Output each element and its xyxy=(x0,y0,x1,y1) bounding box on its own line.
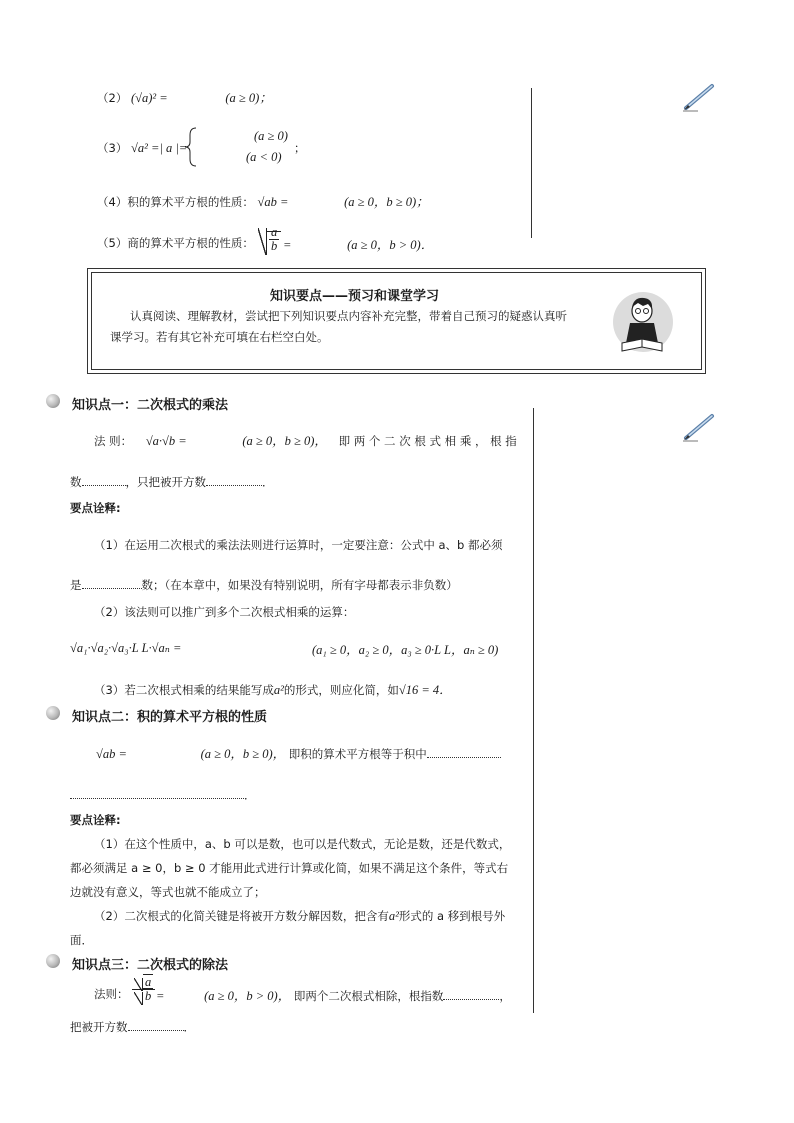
s1-note-3 xyxy=(94,680,452,698)
left-brace xyxy=(184,127,198,167)
s1-note1-b: 是 xyxy=(70,578,82,592)
s1-line2-b: ，只把被开方数 xyxy=(125,475,206,489)
s2-end: ． xyxy=(244,788,256,802)
s3-law-rest xyxy=(156,986,511,1004)
column-divider-bottom xyxy=(533,408,534,1013)
item-2-label: （2） xyxy=(97,91,128,105)
s1-formula-cond: (a₁ ≥ 0，a₂ ≥ 0，a₃ ≥ 0·L L，aₙ ≥ 0) xyxy=(312,643,499,657)
s2-p2c: 形式的 a 移到根号外 xyxy=(398,909,506,923)
blank-field[interactable] xyxy=(206,473,262,486)
s1-note3-a: （3）若二次根式相乘的结果能写成 xyxy=(94,683,274,697)
item-3-case2: (a < 0) xyxy=(246,150,282,164)
blank-field[interactable] xyxy=(427,745,501,758)
s1-note-title: 要点诠释: xyxy=(70,501,121,515)
item-5-rest xyxy=(283,235,433,253)
s1-line-2 xyxy=(70,473,274,490)
section-3-bullet-icon xyxy=(46,954,60,968)
column-divider-top xyxy=(531,88,532,238)
s1-line2-a: 数 xyxy=(70,475,82,489)
s3-cond: (a ≥ 0，b > 0)， xyxy=(204,989,291,1003)
section-3-title: 知识点三：二次根式的除法 xyxy=(72,958,229,973)
s3-law-label: 法则： xyxy=(94,987,129,1001)
s3-comma: ， xyxy=(499,989,511,1003)
item-3-expr: √a² =| a |= xyxy=(130,141,188,155)
s1-law-label: 法 则： xyxy=(94,434,133,448)
box-line-1: 认真阅读、理解教材，尝试把下列知识要点内容补充完整，带着自己预习的疑惑认真听 xyxy=(130,309,567,323)
s1-law-rest: 即 两 个 二 次 根 式 相 乘 ， 根 指 xyxy=(338,434,517,448)
s2-law-line xyxy=(96,744,501,762)
item-3-label: （3） xyxy=(97,141,128,155)
item-5 xyxy=(97,235,254,251)
item-2-expr: (√a)² = xyxy=(130,91,168,105)
s3-rest: 即两个二次根式相除，根指数 xyxy=(293,989,444,1003)
section-2-bullet-icon xyxy=(46,706,60,720)
s2-p2 xyxy=(94,908,505,924)
s2-p2b: a² xyxy=(388,909,399,923)
blank-field[interactable] xyxy=(443,987,499,1000)
s1-law-cond: (a ≥ 0，b ≥ 0)， xyxy=(242,434,327,448)
blank-field[interactable] xyxy=(82,473,126,486)
blank-field[interactable] xyxy=(82,576,142,589)
item-5-label: （5）商的算术平方根的性质： xyxy=(97,236,254,250)
item-4-expr: √ab = xyxy=(257,195,289,209)
blank-field[interactable] xyxy=(70,786,244,799)
blank-field[interactable] xyxy=(128,1018,184,1031)
item-3-case1: (a ≥ 0) xyxy=(254,129,288,143)
s2-p2a: （2）二次根式的化简关键是将被开方数分解因数，把含有 xyxy=(94,909,389,923)
item-4-label: （4）积的算术平方根的性质： xyxy=(97,195,254,209)
s1-note1-c: 数；（在本章中，如果没有特别说明，所有字母都表示非负数） xyxy=(141,578,458,592)
item-5-cond: (a ≥ 0，b > 0)． xyxy=(347,238,434,252)
item-4 xyxy=(97,192,429,210)
s3-line-2 xyxy=(70,1018,195,1035)
item-2 xyxy=(97,88,272,106)
s1-law-line xyxy=(94,431,517,449)
s2-line-2 xyxy=(70,786,256,803)
s2-rest: 即积的算术平方根等于积中 xyxy=(288,747,427,761)
s2-p1c: 边就没有意义，等式也就不能成立了； xyxy=(70,885,266,899)
knowledge-box xyxy=(87,268,706,374)
item-5-expr: = xyxy=(283,238,292,252)
item-5-fraction-sqrt: $\frac{a}{b}$ xyxy=(258,226,281,253)
s1-note3-d: √16 = 4． xyxy=(398,683,452,697)
s3-eq: = xyxy=(156,989,165,1003)
section-2-title: 知识点二：积的算术平方根的性质 xyxy=(72,710,268,725)
s1-formula: √a₁·√a₂·√a₃·L L·√aₙ = xyxy=(70,641,182,655)
s2-note-title: 要点诠释: xyxy=(70,813,121,827)
s3-fraction: $\frac{a}{b}$ xyxy=(132,976,155,1003)
s1-law-expr: √a·√b = xyxy=(145,434,187,448)
s2-p2d: 面． xyxy=(70,933,93,947)
section-1-bullet-icon xyxy=(46,394,60,408)
pen-icon xyxy=(682,412,716,442)
s3-end: ． xyxy=(183,1020,195,1034)
s1-note3-b: a² xyxy=(273,683,284,697)
item-4-cond: (a ≥ 0，b ≥ 0)； xyxy=(344,195,429,209)
s2-p1a: （1）在这个性质中，a、b 可以是数，也可以是代数式，无论是数，还是代数式， xyxy=(94,837,511,851)
section-1-title: 知识点一：二次根式的乘法 xyxy=(72,398,229,413)
item-2-cond: (a ≥ 0)； xyxy=(225,91,272,105)
box-title: 知识要点——预习和课堂学习 xyxy=(270,289,440,304)
s1-note-1a: （1）在运用二次根式的乘法法则进行运算时，一定要注意：公式中 a、b 都必须 xyxy=(94,538,503,552)
s3-line2: 把被开方数 xyxy=(70,1020,128,1034)
student-reading-illustration xyxy=(608,289,678,359)
item-3 xyxy=(97,140,187,156)
s1-note3-c: 的形式，则应化简，如 xyxy=(283,683,399,697)
s2-cond: (a ≥ 0，b ≥ 0)， xyxy=(200,747,286,761)
s1-note-2: （2）该法则可以推广到多个二次根式相乘的运算： xyxy=(94,605,355,619)
box-line-2: 课学习。若有其它补充可填在右栏空白处。 xyxy=(110,330,329,344)
s1-line2-c: ． xyxy=(262,475,274,489)
pen-icon xyxy=(682,82,716,112)
s2-p1b: 都必须满足 a ≥ 0，b ≥ 0 才能用此式进行计算或化简，如果不满足这个条件，等式右 xyxy=(70,861,509,875)
s1-note-1b-line xyxy=(70,576,458,593)
s2-expr: √ab = xyxy=(96,747,127,761)
item-3-tail: ； xyxy=(294,141,306,155)
